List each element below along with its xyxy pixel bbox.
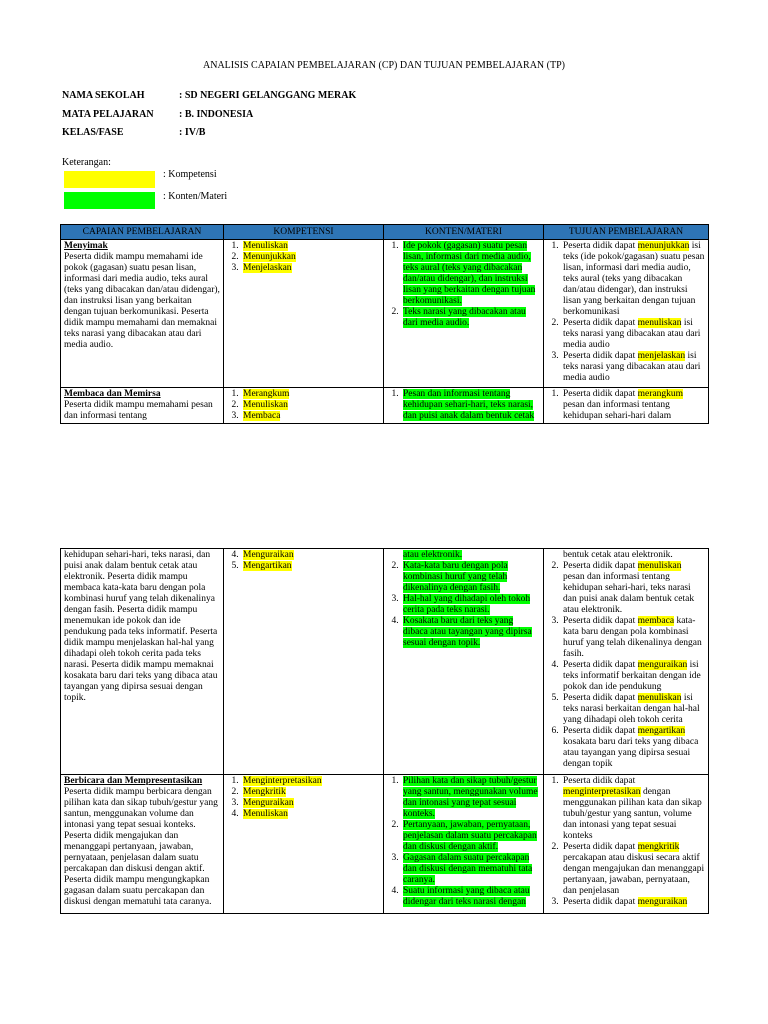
table-row-menyimak [61,240,709,388]
cp-text: Peserta didik mampu memahami pesan dan informasi tentang [64,400,213,421]
cell-tp [544,240,709,388]
list-item: 1. Peserta didik dapat menunjukkan isi teks (ide pokok/gagasan) suatu pesan lisan, informasi dari media audio, teks aural (teks yang dibacakan dan/atau didengar), dan instruksi lisan yang berkaitan dengan tujuan berkomunikasi [561,241,705,318]
cell-konten [384,549,544,775]
header-tp: TUJUAN PEMBELAJARAN [544,225,709,240]
info-value: : B. INDONESIA [179,109,254,120]
list-item: 2. Menuliskan [241,400,380,411]
cp-text: kehidupan sehari-hari, teks narasi, dan puisi anak dalam bentuk cetak atau elektronik. Peserta didik mampu membaca kata-kata baru dengan pola kombinasi huruf yang telah dikenalinya dengan fasih. Peserta didik mampu menemukan ide pokok dan ide pendukung pada teks informatif. Peserta didik mampu menjelaskan hal-hal yang dihadapi oleh tokoh cerita pada teks narasi. Peserta didik mampu memaknai kosakata baru dari teks yang dibaca atau tayangan yang dipirsa sesuai dengan topik. [64,550,218,703]
cell-tp [544,775,709,914]
header-kompetensi: KOMPETENSI [224,225,384,240]
legend-swatch-yellow [64,171,155,188]
list-item: 1. Ide pokok (gagasan) suatu pesan lisan, informasi dari media audio, teks aural (teks yang dibacakan dan/atau didengar), dan instruksi lisan yang berkaitan dengan tujuan berkomunikasi. [401,241,540,307]
list-item: 4. Kosakata baru dari teks yang dibaca atau tayangan yang dipirsa sesuai dengan topik. [401,616,540,649]
list-item: 3. Peserta didik dapat menguraikan [561,897,705,908]
list-item: 1. Menuliskan [241,241,380,252]
header-cp: CAPAIAN PEMBELAJARAN [61,225,224,240]
info-row-school [62,90,356,101]
cell-tp [544,549,709,775]
section-heading: Menyimak [64,241,108,251]
cell-cp [61,388,224,424]
cp-text: Peserta didik mampu berbicara dengan pilihan kata dan sikap tubuh/gestur yang santun, menggunakan volume dan intonasi yang tepat sesuai konteks. Peserta didik mengajukan dan menanggapi pertanyaan, jawaban, pernyataan, penjelasan dalam suatu percakapan dan diskusi dengan aktif. Peserta didik mampu mengungkapkan gagasan dalam suatu percakapan dan diskusi dengan mematuhi tata caranya. [64,787,218,907]
cell-kompetensi [224,549,384,775]
table-row-membaca-part1 [61,388,709,424]
list-item: 6. Peserta didik dapat mengartikan kosakata baru dari teks yang dibaca atau tayangan yang dipirsa sesuai dengan topik [561,726,705,770]
list-item: 3. Peserta didik dapat membaca kata-kata baru dengan pola kombinasi huruf yang telah dikenalinya dengan fasih. [561,616,705,660]
list-item: 1. Peserta didik dapat menginterpretasikan dengan menggunakan pilihan kata dan sikap tubuh/gestur yang santun, volume dan intonasi yang tepat sesuai konteks [561,776,705,842]
list-item: 5. Mengartikan [241,561,380,572]
info-row-subject [62,109,253,120]
list-item: 1. Pesan dan informasi tentang kehidupan sehari-hari, teks narasi, dan puisi anak dalam bentuk cetak [401,389,540,422]
info-value: : IV/B [179,127,206,138]
list-item: 3. Gagasan dalam suatu percakapan dan diskusi dengan mematuhi tata caranya. [401,853,540,886]
cell-kompetensi [224,388,384,424]
cell-tp [544,388,709,424]
section-heading: Membaca dan Memirsa [64,389,161,399]
cell-kompetensi [224,775,384,914]
header-konten: KONTEN/MATERI [384,225,544,240]
legend-heading: Keterangan: [62,157,111,168]
info-label: NAMA SEKOLAH [62,90,145,101]
list-item: 5. Peserta didik dapat menuliskan isi teks narasi berkaitan dengan hal-hal yang dihadapi oleh tokoh cerita [561,693,705,726]
info-label: KELAS/FASE [62,127,124,138]
document-title: ANALISIS CAPAIAN PEMBELAJARAN (CP) DAN TUJUAN PEMBELAJARAN (TP) [203,60,565,71]
table-row-berbicara [61,775,709,914]
cp-table-page2 [60,548,709,914]
table-row-membaca-part2 [61,549,709,775]
cell-cp [61,549,224,775]
table-header-row [61,225,709,240]
list-item: 2. Mengkritik [241,787,380,798]
list-item: 3. Hal-hal yang dihadapi oleh tokoh cerita pada teks narasi. [401,594,540,616]
list-item: 1. Menginterpretasikan [241,776,380,787]
list-item: 4. Menuliskan [241,809,380,820]
list-item: 2. Teks narasi yang dibacakan atau dari media audio. [401,307,540,329]
list-item: 3. Menjelaskan [241,263,380,274]
list-item: 4. Menguraikan [241,550,380,561]
legend-label-kompetensi: : Kompetensi [163,169,217,180]
cp-table-page1 [60,224,709,424]
tp-continuation: bentuk cetak atau elektronik. [563,550,673,560]
list-item: 2. Pertanyaan, jawaban, pernyataan, penjelasan dalam suatu percakapan dan diskusi dengan aktif. [401,820,540,853]
list-item: 2. Peserta didik dapat menuliskan isi teks narasi yang dibacakan atau dari media audio [561,318,705,351]
list-item: 1. Pilihan kata dan sikap tubuh/gestur yang santun, menggunakan volume dan intonasi yang tepat sesuai konteks. [401,776,540,820]
cell-konten [384,775,544,914]
info-label: MATA PELAJARAN [62,109,154,120]
legend-label-konten: : Konten/Materi [163,191,228,202]
cell-cp [61,775,224,914]
cell-konten [384,388,544,424]
list-item: 2. Peserta didik dapat menuliskan pesan dan informasi tentang kehidupan sehari-hari, teks narasi dan puisi anak dalam bentuk cetak atau elektronik. [561,561,705,616]
cell-kompetensi [224,240,384,388]
list-item: 2. Peserta didik dapat mengkritik percakapan atau diskusi secara aktif dengan mengajukan dan menanggapi pertanyaan, jawaban, pernyataan, dan penjelasan [561,842,705,897]
list-item: 4. Suatu informasi yang dibaca atau didengar dari teks narasi dengan [401,886,540,908]
cp-text: Peserta didik mampu memahami ide pokok (gagasan) suatu pesan lisan, informasi dari media audio, teks aural (teks yang dibacakan dan/atau didengar), dan instruksi lisan yang berkaitan dengan tujuan berkomunikasi. Peserta didik mampu memahami dan memaknai teks narasi yang dibacakan atau dari media audio. [64,252,220,350]
list-item: 3. Menguraikan [241,798,380,809]
legend-swatch-green [64,192,155,209]
list-item: 2. Menunjukkan [241,252,380,263]
konten-continuation: atau elektronik. [403,550,463,560]
list-item: 2. Kata-kata baru dengan pola kombinasi huruf yang telah dikenalinya dengan fasih. [401,561,540,594]
list-item: 3. Peserta didik dapat menjelaskan isi teks narasi yang dibacakan atau dari media audio [561,351,705,384]
list-item: 1. Peserta didik dapat merangkum pesan dan informasi tentang kehidupan sehari-hari dalam [561,389,705,422]
cell-cp [61,240,224,388]
list-item: 1. Merangkum [241,389,380,400]
list-item: 4. Peserta didik dapat menguraikan isi teks informatif berkaitan dengan ide pokok dan ide pendukung [561,660,705,693]
info-row-class [62,127,205,138]
info-value: : SD NEGERI GELANGGANG MERAK [179,90,357,101]
section-heading: Berbicara dan Mempresentasikan [64,776,203,786]
cell-konten [384,240,544,388]
list-item: 3. Membaca [241,411,380,422]
